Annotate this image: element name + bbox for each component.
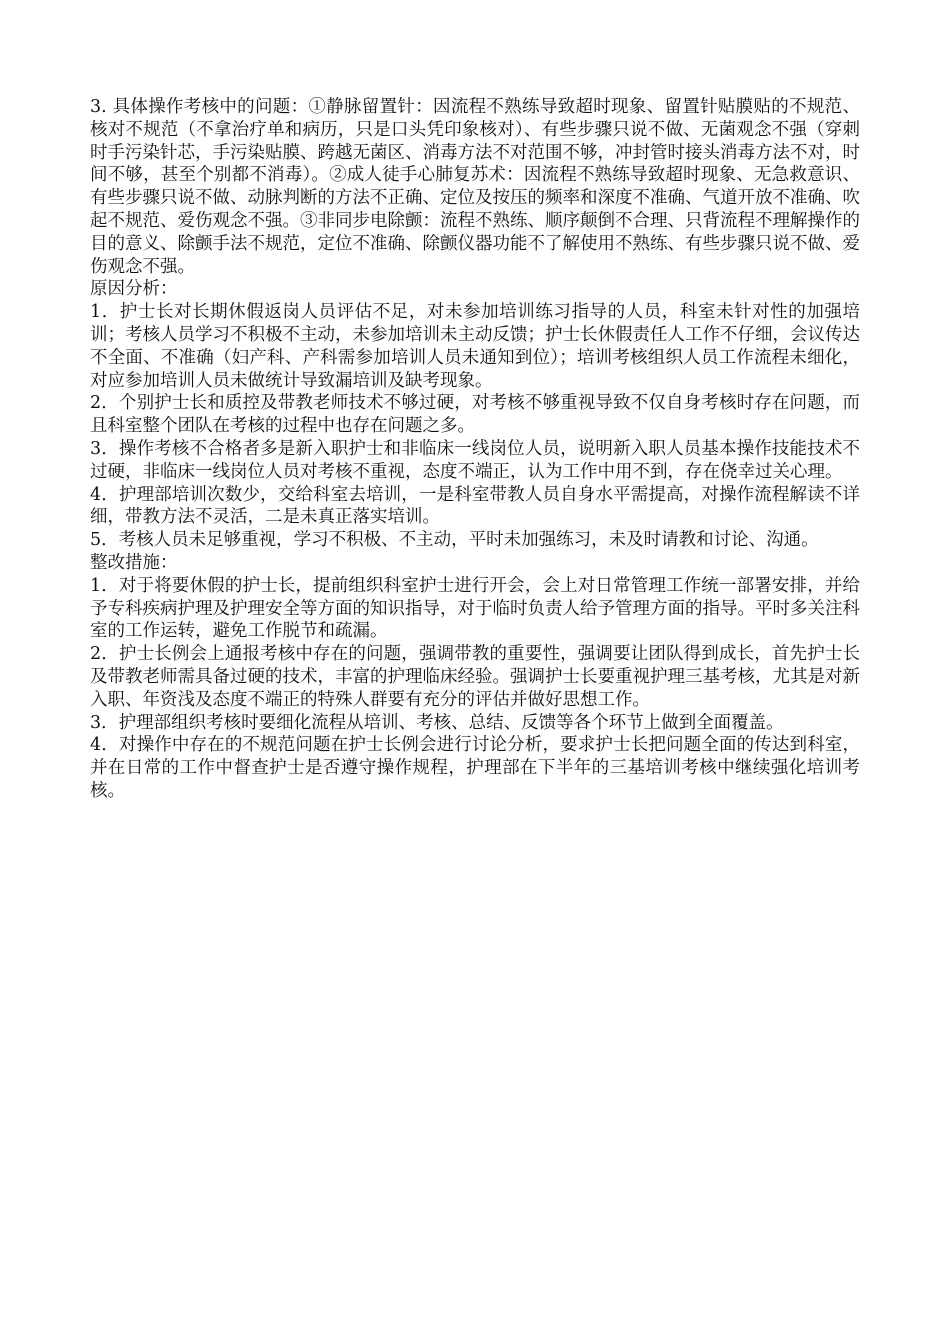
measure-item-4: 4．对操作中存在的不规范问题在护士长例会进行讨论分析，要求护士长把问题全面的传达到科室，并在日常的工作中督查护士是否遵守操作规程，护理部在下半年的三基培训考核中继续强化培训考核。 — [90, 735, 860, 801]
cause-item-3: 3．操作考核不合格者多是新入职护士和非临床一线岗位人员，说明新入职人员基本操作技能技术不过硬，非临床一线岗位人员对考核不重视，态度不端正，认为工作中用不到，存在侥幸过关心理。 — [90, 438, 860, 482]
cause-item-4: 4．护理部培训次数少，交给科室去培训，一是科室带教人员自身水平需提高，对操作流程解读不详细，带教方法不灵活，二是未真正落实培训。 — [90, 484, 860, 528]
cause-item-1: 1．护士长对长期休假返岗人员评估不足，对未参加培训练习指导的人员，科室未针对性的加强培训；考核人员学习不积极不主动，未参加培训未主动反馈；护士长休假责任人工作不仔细，会议传达不全面、不准确（妇产科、产科需参加培训人员未通知到位）；培训考核组织人员工作流程未细化，对应参加培训人员未做统计导致漏培训及缺考现象。 — [90, 302, 860, 391]
measure-item-2: 2．护士长例会上通报考核中存在的问题，强调带教的重要性，强调要让团队得到成长，首先护士长及带教老师需具备过硬的技术，丰富的护理临床经验。强调护士长要重视护理三基考核，尤其是对新入职、年资浅及态度不端正的特殊人群要有充分的评估并做好思想工作。 — [90, 644, 860, 710]
cause-item-5: 5．考核人员未足够重视，学习不积极、不主动，平时未加强练习，未及时请教和讨论、沟通。 — [90, 530, 819, 551]
measure-heading: 整改措施： — [90, 552, 178, 573]
problems-paragraph: 3. 具体操作考核中的问题：①静脉留置针：因流程不熟练导致超时现象、留置针贴膜贴的不规范、核对不规范（不拿治疗单和病历，只是口头凭印象核对）、有些步骤只说不做、无菌观念不强（穿刺时手污染针芯，手污染贴膜、跨越无菌区、消毒方法不对范围不够，冲封管时接头消毒方法不对，时间不够，甚至个别都不消毒）。②成人徒手心肺复苏术：因流程不熟练导致超时现象、无急救意识、有些步骤只说不做、动脉判断的方法不正确、定位及按压的频率和深度不准确、气道开放不准确、吹起不规范、爱伤观念不强。③非同步电除颤：流程不熟练、顺序颠倒不合理、只背流程不理解操作的目的意义、除颤手法不规范，定位不准确、除颤仪器功能不了解使用不熟练、有些步骤只说不做、爱伤观念不强。 — [90, 97, 860, 277]
cause-heading: 原因分析： — [90, 279, 178, 300]
document-body — [90, 96, 860, 803]
measure-item-3: 3．护理部组织考核时要细化流程从培训、考核、总结、反馈等各个环节上做到全面覆盖。 — [90, 712, 784, 733]
cause-item-2: 2．个别护士长和质控及带教老师技术不够过硬，对考核不够重视导致不仅自身考核时存在问题，而且科室整个团队在考核的过程中也存在问题之多。 — [90, 393, 860, 437]
measure-item-1: 1．对于将要休假的护士长，提前组织科室护士进行开会，会上对日常管理工作统一部署安排，并给予专科疾病护理及护理安全等方面的知识指导，对于临时负责人给予管理方面的指导。平时多关注科室的工作运转，避免工作脱节和疏漏。 — [90, 575, 860, 642]
